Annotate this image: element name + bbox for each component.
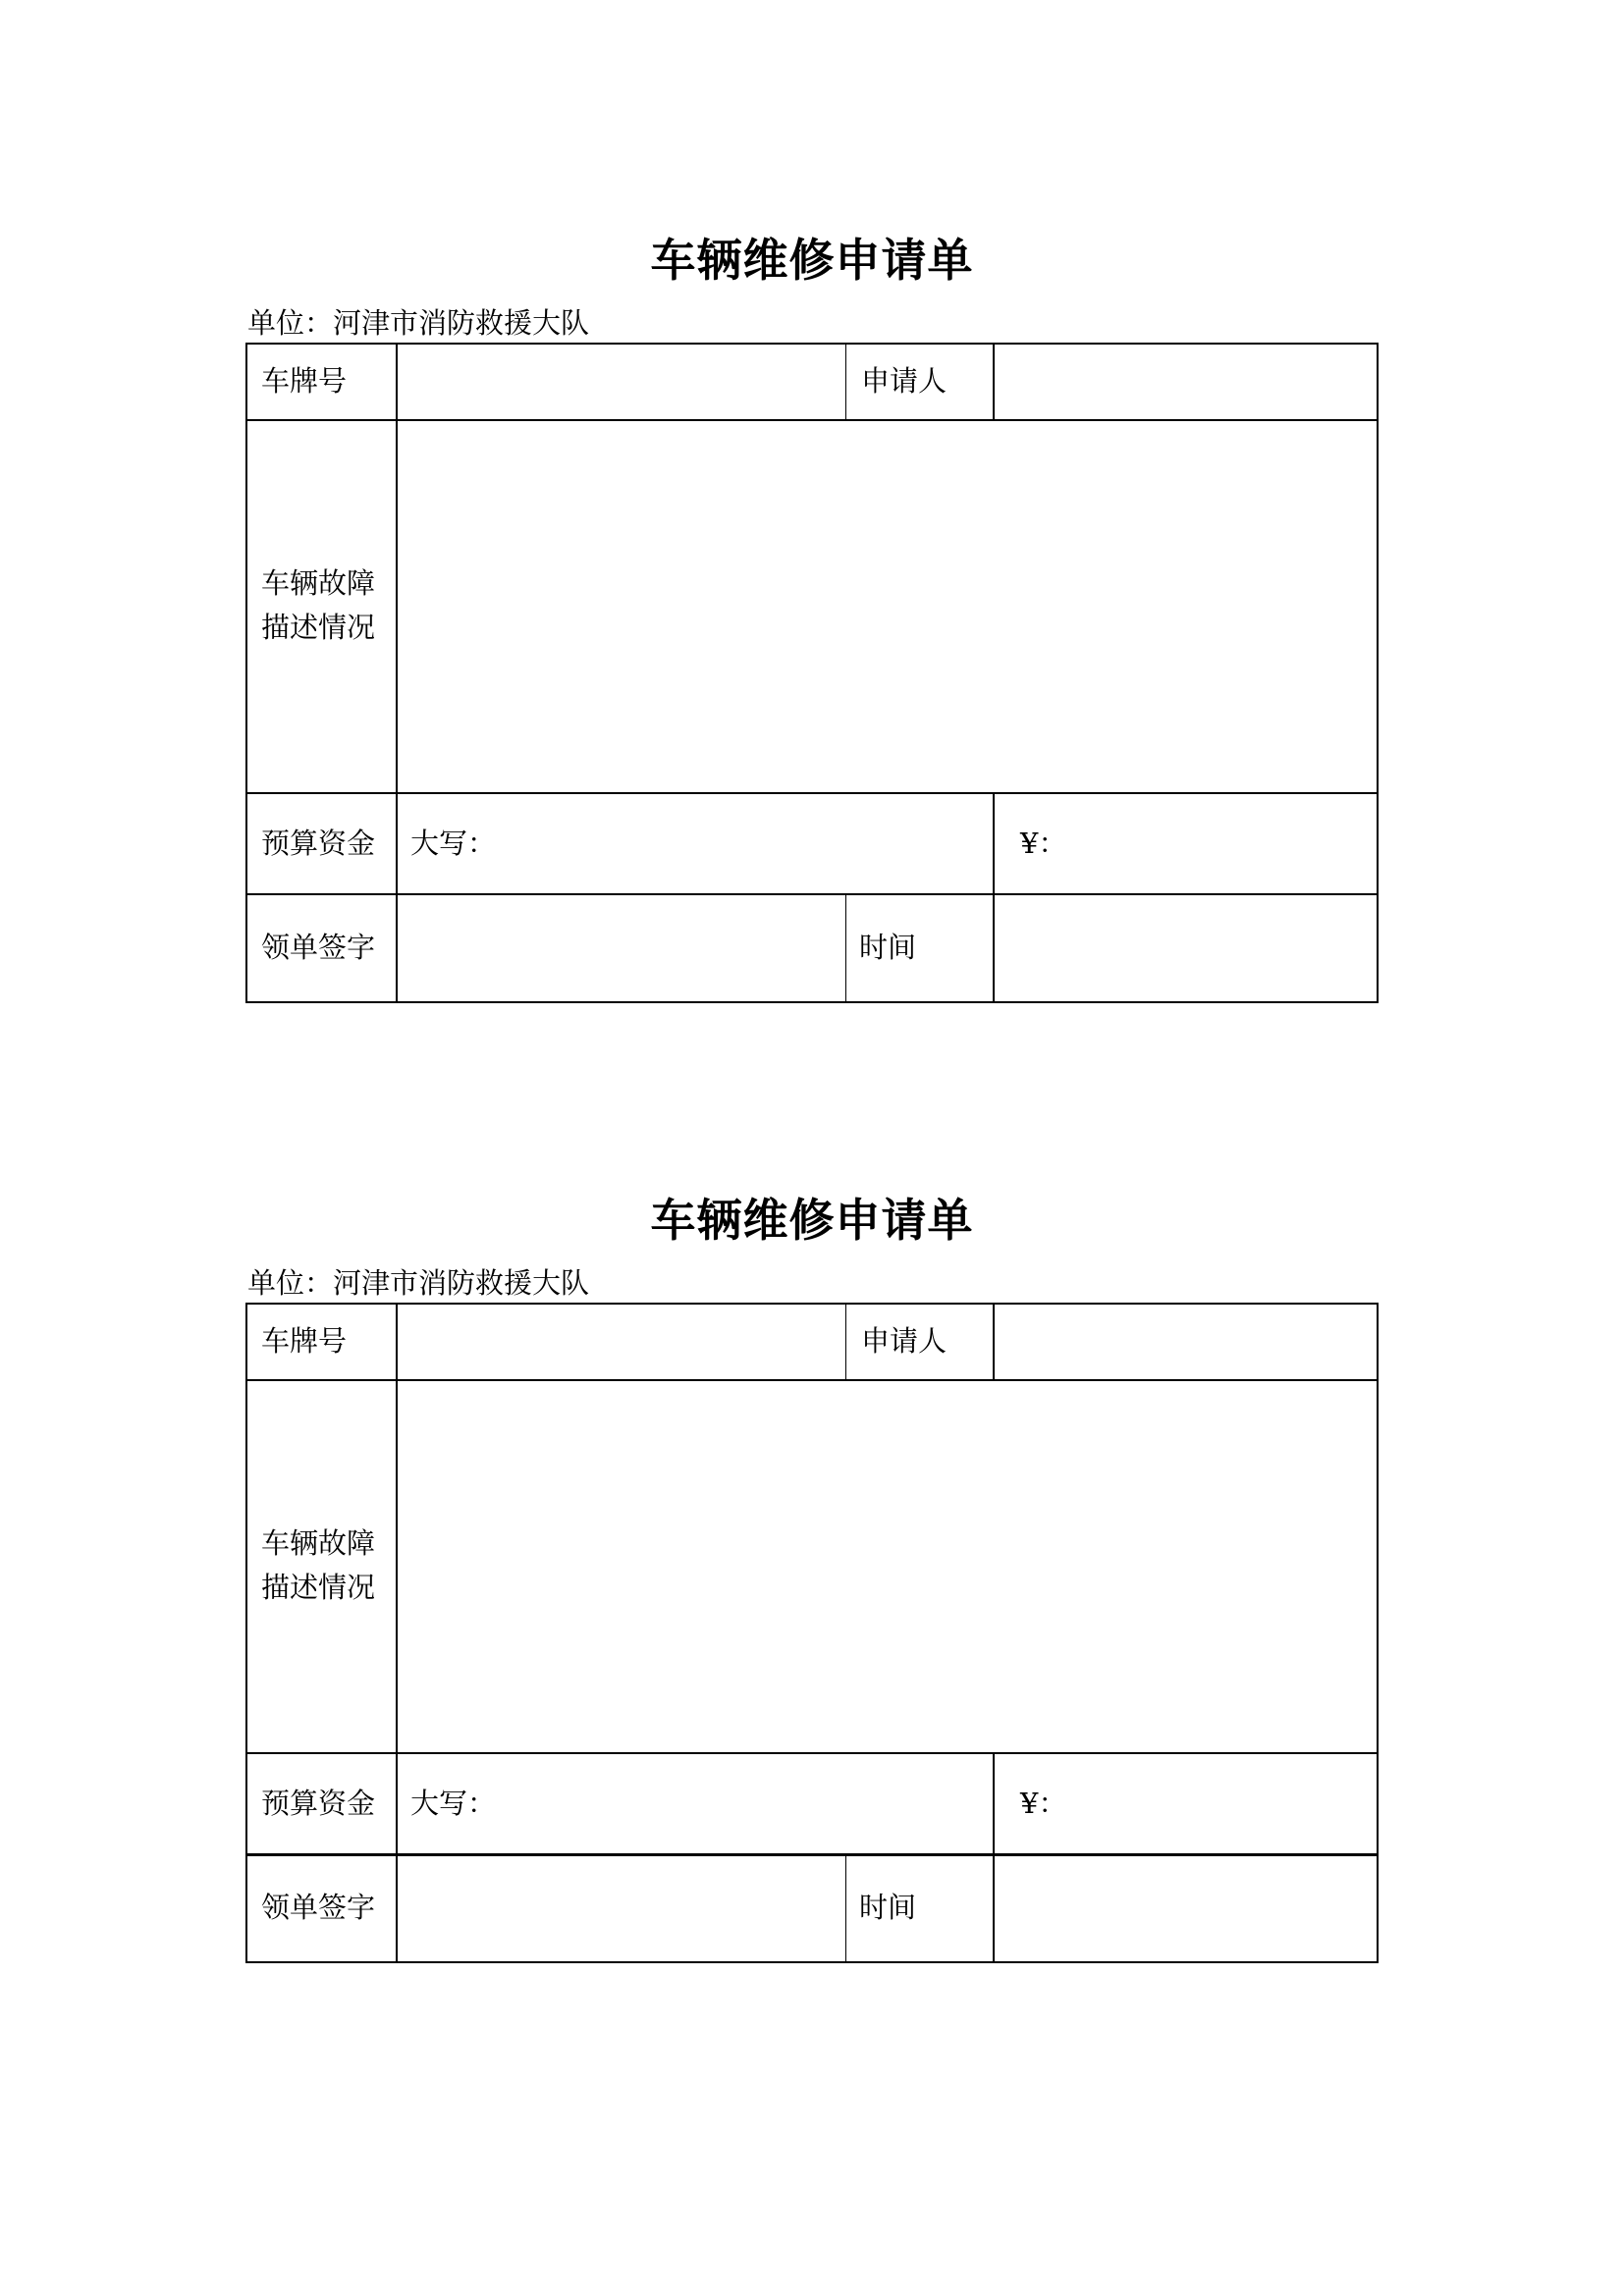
plate-number-field[interactable] [398,345,845,419]
fault-description-label-line2: 描述情况 [261,1571,376,1604]
budget-label: 预算资金 [261,827,376,860]
signature-label: 领单签字 [261,1891,376,1924]
unit-label: 单位：河津市消防救援大队 [247,306,590,340]
budget-capital-label: 大写： [410,827,497,860]
table-border-bottom [245,1001,1379,1003]
plate-number-label: 车牌号 [261,1324,348,1358]
applicant-label: 申请人 [861,1324,947,1358]
time-field[interactable] [995,1856,1377,1961]
budget-yuan-field[interactable] [1070,1754,1377,1853]
fault-description-label-line1: 车辆故障 [261,1526,376,1560]
fault-description-field[interactable] [398,421,1377,792]
applicant-label: 申请人 [861,364,947,398]
form-title: 车辆维修申请单 [650,234,974,287]
fault-description-label-line2: 描述情况 [261,611,376,644]
unit-label: 单位：河津市消防救援大队 [247,1266,590,1300]
budget-yuan-field[interactable] [1070,794,1377,893]
table-border-left [245,343,247,1003]
fault-description-field[interactable] [398,1381,1377,1752]
fault-description-label-line1: 车辆故障 [261,566,376,600]
col-divider [845,1303,846,1380]
plate-number-field[interactable] [398,1305,845,1379]
applicant-field[interactable] [995,1305,1377,1379]
form-table [245,343,1379,1004]
table-border-right [1377,343,1379,1003]
signature-label: 领单签字 [261,931,376,964]
time-label: 时间 [859,1891,917,1924]
signature-field[interactable] [398,895,845,1001]
time-field[interactable] [995,895,1377,1001]
form-table [245,1303,1379,1964]
budget-yuan-label: ¥： [1020,827,1067,860]
applicant-field[interactable] [995,345,1377,419]
table-border-left [245,1303,247,1963]
budget-capital-label: 大写： [410,1787,497,1820]
col-divider [845,343,846,420]
budget-capital-field[interactable] [491,1754,993,1853]
budget-yuan-label: ¥： [1020,1787,1067,1820]
col-divider [845,1853,846,1963]
budget-capital-field[interactable] [491,794,993,893]
table-border-right [1377,1303,1379,1963]
signature-field[interactable] [398,1856,845,1961]
time-label: 时间 [859,931,917,964]
col-divider [845,893,846,1003]
table-border-bottom [245,1961,1379,1963]
form-title: 车辆维修申请单 [650,1194,974,1247]
plate-number-label: 车牌号 [261,364,348,398]
budget-label: 预算资金 [261,1787,376,1820]
